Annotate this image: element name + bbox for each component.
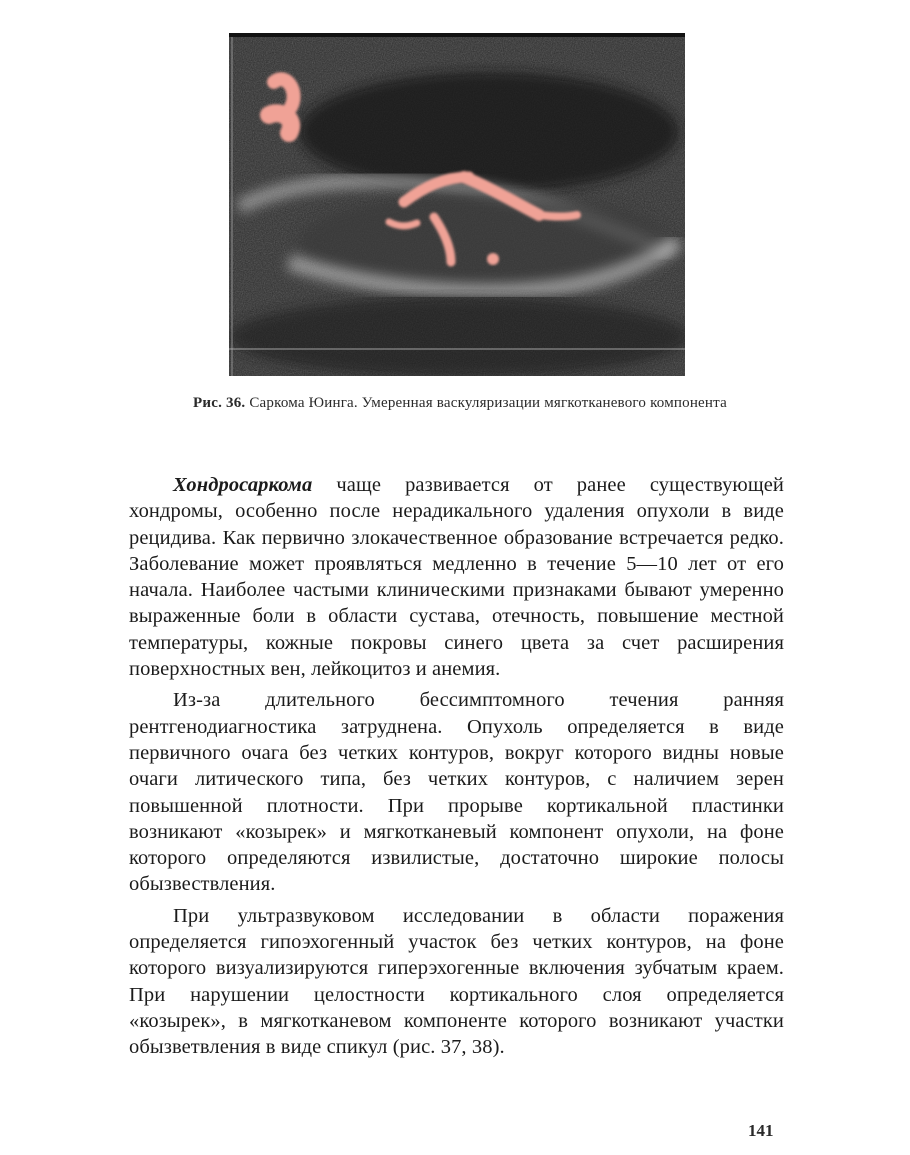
page-number: 141 [748,1121,774,1140]
figure-caption [140,394,780,412]
paragraph-text: чаще развивается от ранее существующей хондромы, особенно после нерадикального удаления опухоли в виде рецидива. Как первично злокачественное образование встречается редко. Заболевание может проявляться медленно в течение 5—10 лет от его начала. Наиболее частыми клиническими признаками бывают умеренно выраженные боли в области сустава, отечность, повышение местной температуры, кожные покровы синего цвета за счет расширения поверхностных вен, лейкоцитоз и анемия. [129,474,784,681]
paragraph-term: Хондросаркома [173,474,313,496]
paragraph: При ультразвуковом исследовании в области поражения определяется гипоэхогенный участок без четких контуров, на фоне которого визуализируются гиперэхогенные включения зубчатым краем. При нарушении целостности кортикального слоя определяется «козырек», в мягкотканевом компоненте которого возникают участки обызветвления в виде спикул (рис. 37, 38). [129,904,784,1059]
figure-label: Рис. 36. [193,395,246,411]
body-text [129,472,784,1066]
ultrasound-figure [229,33,685,376]
figure-caption-text: Саркома Юинга. Умеренная васкуляризации мягкотканевого компонента [249,395,727,411]
paragraph: Из-за длительного бессимптомного течения ранняя рентгенодиагностика затруднена. Опухоль определяется в виде первичного очага без четких контуров, вокруг которого видны новые очаги литического типа, без четких контуров, с наличием зерен повышенной плотности. При прорыве кортикальной пластинки возникают «козырек» и мягкотканевый компонент опухоли, на фоне которого определяются извилистые, достаточно широкие полосы обызвествления. [129,689,784,896]
ultrasound-image [229,37,685,376]
paragraph [129,472,784,682]
